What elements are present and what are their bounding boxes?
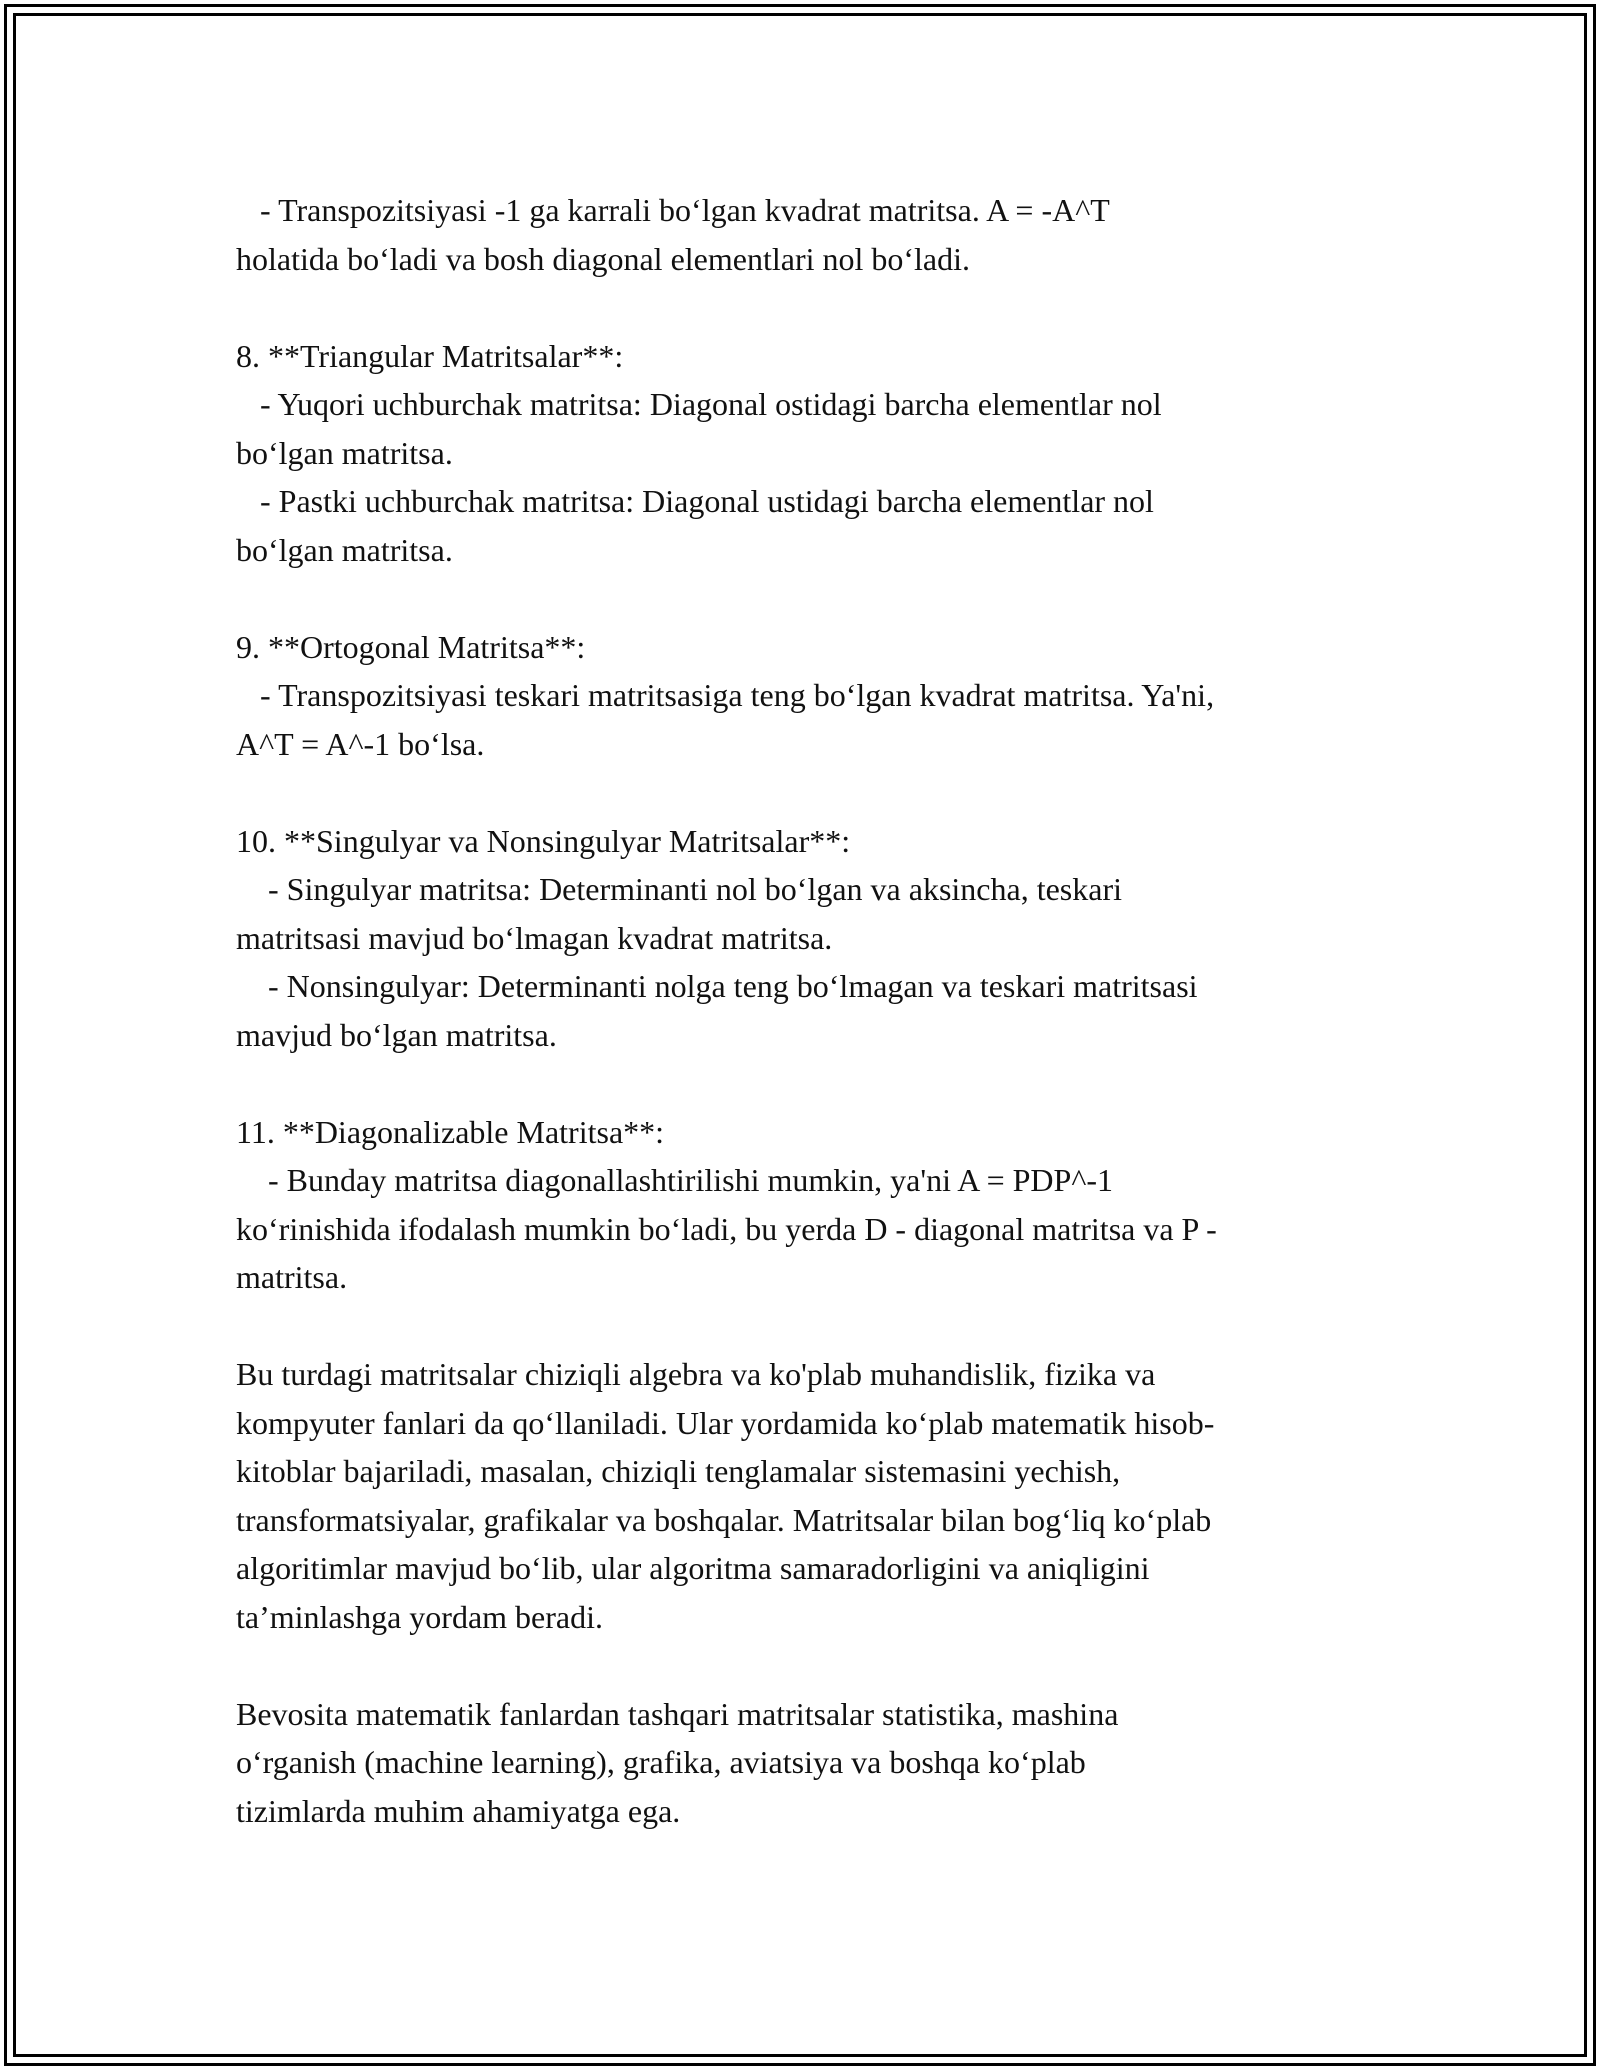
paragraph-line: kitoblar bajariladi, masalan, chiziqli tenglamalar sistemasini yechish, (236, 1453, 1121, 1489)
text-line: - Singulyar matritsa: Determinanti nol bo‘lgan va aksincha, teskari (236, 871, 1122, 907)
section-heading: 9. **Ortogonal Matritsa**: (236, 628, 586, 665)
text-line: mavjud bo‘lgan matritsa. (236, 1016, 557, 1053)
document-body (236, 186, 1386, 1835)
paragraph-line: o‘rganish (machine learning), grafika, aviatsiya va boshqa ko‘plab (236, 1744, 1086, 1780)
paragraph-line: tizimlarda muhim ahamiyatga ega. (236, 1792, 681, 1829)
section-heading: 10. **Singulyar va Nonsingulyar Matritsalar**: (236, 822, 851, 859)
blank-line (236, 768, 1386, 817)
paragraph-line: Bevosita matematik fanlardan tashqari matritsalar statistika, mashina (236, 1695, 1119, 1732)
text-line: holatida bo‘ladi va bosh diagonal elementlari nol bo‘ladi. (236, 240, 971, 277)
text-line: bo‘lgan matritsa. (236, 531, 453, 568)
paragraph-line: transformatsiyalar, grafikalar va boshqalar. Matritsalar bilan bog‘liq ko‘plab (236, 1501, 1212, 1538)
blank-line (236, 1059, 1386, 1108)
text-line: - Transpozitsiyasi teskari matritsasiga teng bo‘lgan kvadrat matritsa. Ya'ni, (236, 677, 1215, 713)
text-line: - Transpozitsiyasi -1 ga karrali bo‘lgan kvadrat matritsa. A = -A^T (236, 192, 1110, 228)
text-line: - Nonsingulyar: Determinanti nolga teng bo‘lmagan va teskari matritsasi (236, 968, 1198, 1004)
blank-line (236, 1641, 1386, 1690)
paragraph-line: ta’minlashga yordam beradi. (236, 1598, 603, 1635)
text-line: A^T = A^-1 bo‘lsa. (236, 725, 485, 762)
blank-line (236, 283, 1386, 332)
paragraph-line: kompyuter fanlari da qo‘llaniladi. Ular yordamida ko‘plab matematik hisob- (236, 1404, 1215, 1441)
paragraph-line: algoritimlar mavjud bo‘lib, ular algoritma samaradorligini va aniqligini (236, 1550, 1150, 1586)
text-line: matritsa. (236, 1259, 348, 1295)
text-line: matritsasi mavjud bo‘lmagan kvadrat matritsa. (236, 919, 833, 956)
blank-line (236, 574, 1386, 623)
blank-line (236, 1302, 1386, 1351)
section-heading: 8. **Triangular Matritsalar**: (236, 337, 624, 374)
text-line: - Yuqori uchburchak matritsa: Diagonal ostidagi barcha elementlar nol (236, 386, 1162, 422)
text-line: bo‘lgan matritsa. (236, 434, 453, 471)
text-line: - Bunday matritsa diagonallashtirilishi mumkin, ya'ni A = PDP^-1 (236, 1162, 1113, 1198)
text-line: - Pastki uchburchak matritsa: Diagonal ustidagi barcha elementlar nol (236, 483, 1154, 519)
section-heading: 11. **Diagonalizable Matritsa**: (236, 1113, 665, 1150)
paragraph-line: Bu turdagi matritsalar chiziqli algebra va ko'plab muhandislik, fizika va (236, 1356, 1156, 1392)
text-line: ko‘rinishida ifodalash mumkin bo‘ladi, bu yerda D - diagonal matritsa va P - (236, 1210, 1217, 1247)
